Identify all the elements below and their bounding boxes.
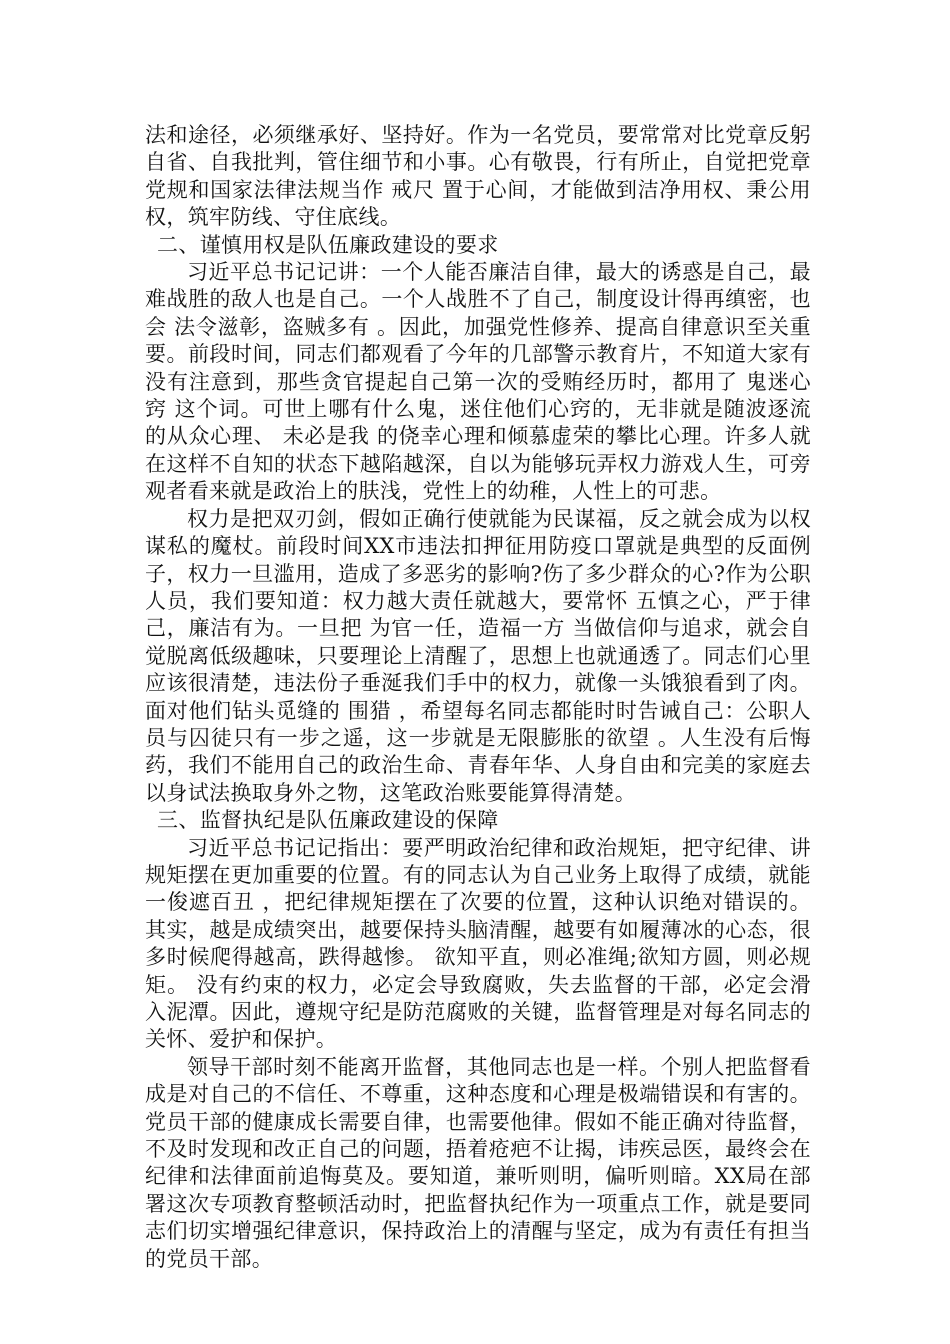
paragraph-continuation: 法和途径，必须继承好、坚持好。作为一名党员，要常常对比党章反躬自省、自我批判，管住细节和小事。心有敬畏，行有所止，自觉把党章党规和国家法律法规当作 戒尺 置于心间，才能做到洁净用权、秉公用权，筑牢防线、守住底线。 bbox=[145, 123, 811, 230]
section-heading-3: 三、监督执纪是队伍廉政建设的保障 bbox=[157, 808, 499, 833]
paragraph: 领导干部时刻不能离开监督，其他同志也是一样。个别人把监督看成是对自己的不信任、不尊重，这种态度和心理是极端错误和有害的。党员干部的健康成长需要自律，也需要他律。假如不能正确对待监督，不及时发现和改正自己的问题，捂着疮疤不让揭，讳疾忌医，最终会在纪律和法律面前追悔莫及。要知道，兼听则明，偏听则暗。XX局在部署这次专项教育整顿活动时，把监督执纪作为一项重点工作，就是要同志们切实增强纪律意识，保持政治上的清醒与坚定，成为有责任有担当的党员干部。 bbox=[145, 1054, 811, 1271]
paragraph: 习近平总书记记讲：一个人能否廉洁自律，最大的诱惑是自己，最难战胜的敌人也是自己。一个人战胜不了自己，制度设计得再缜密，也会 法令滋彰，盗贼多有 。因此，加强党性修养、提高自律意识至关重要。前段时间，同志们都观看了今年的几部警示教育片，不知道大家有没有注意到，那些贪官提起自己第一次的受贿经历时，都用了 鬼迷心窍 这个词。可世上哪有什么鬼，迷住他们心窍的，无非就是随波逐流的从众心理、 未必是我 的侥幸心理和倾慕虚荣的攀比心理。许多人就在这样不自知的状态下越陷越深，自以为能够玩弄权力游戏人生，可旁观者看来就是政治上的肤浅，党性上的幼稚，人性上的可悲。 bbox=[145, 260, 811, 504]
document-body bbox=[145, 122, 811, 1273]
section-heading-2: 二、谨慎用权是队伍廉政建设的要求 bbox=[157, 232, 499, 257]
paragraph: 权力是把双刃剑，假如正确行使就能为民谋福，反之就会成为以权谋私的魔杖。前段时间XX市违法扣押征用防疫口罩就是典型的反面例子，权力一旦滥用，造成了多恶劣的影响?伤了多少群众的心?作为公职人员，我们要知道：权力越大责任就越大，要常怀 五慎之心，严于律己，廉洁有为。一旦把 为官一任，造福一方 当做信仰与追求，就会自觉脱离低级趣味，只要理论上清醒了，思想上也就通透了。同志们心里应该很清楚，违法份子垂涎我们手中的权力，就像一头饿狼看到了肉。面对他们钻头觅缝的 围猎 ，希望每名同志都能时时告诫自己：公职人员与囚徒只有一步之遥，这一步就是无限膨胀的欲望 。人生没有后悔药，我们不能用自己的政治生命、青春年华、人身自由和完美的家庭去以身试法换取身外之物，这笔政治账要能算得清楚。 bbox=[145, 506, 811, 805]
paragraph: 习近平总书记记指出：要严明政治纪律和政治规矩，把守纪律、讲规矩摆在更加重要的位置。有的同志认为自己业务上取得了成绩，就能 一俊遮百丑 ，把纪律规矩摆在了次要的位置，这种认识绝对错误的。其实，越是成绩突出，越要保持头脑清醒，越要有如履薄冰的心态，很多时候爬得越高，跌得越惨。 欲知平直，则必准绳;欲知方圆，则必规矩。 没有约束的权力，必定会导致腐败，失去监督的干部，必定会滑入泥潭。因此，遵规守纪是防范腐败的关键，监督管理是对每名同志的关怀、爱护和保护。 bbox=[145, 835, 811, 1052]
